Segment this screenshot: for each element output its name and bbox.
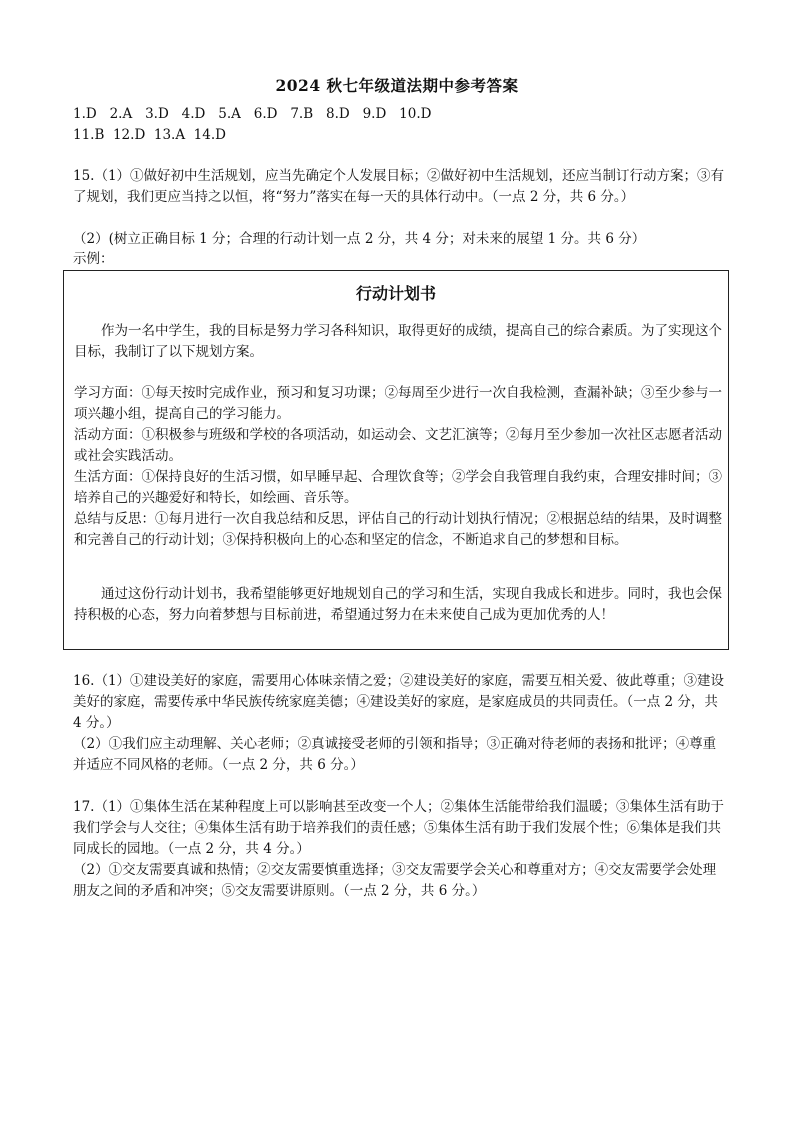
q16-part2-answer: （2）①我们应主动理解、关心老师；②真诚接受老师的引领和指导；③正确对待老师的表扬和批评；④尊重并适应不同风格的老师。（一点 2 分，共 6 分。） xyxy=(73,736,717,773)
action-plan-summary: 总结与反思：①每月进行一次自我总结和反思，评估自己的行动计划执行情况；②根据总结的结果，及时调整和完善自己的行动计划；③保持积极向上的心态和坚定的信念，不断追求自己的梦想和目标。 xyxy=(74,511,722,548)
action-plan-study: 学习方面：①每天按时完成作业，预习和复习功课；②每周至少进行一次自我检测，查漏补缺；③至少参与一项兴趣小组，提高自己的学习能力。 xyxy=(74,385,722,422)
action-plan-box xyxy=(63,270,729,650)
document-title: 2024 秋七年级道法期中参考答案 xyxy=(275,76,519,95)
action-plan-closing: 通过这份行动计划书，我希望能够更好地规划自己的学习和生活，实现自我成长和进步。同时，我也会保持积极的心态，努力向着梦想与目标前进，希望通过努力在未来使自己成为更加优秀的人！ xyxy=(74,586,722,623)
action-plan-title: 行动计划书 xyxy=(355,284,436,303)
action-plan-intro: 作为一名中学生，我的目标是努力学习各科知识，取得更好的成绩，提高自己的综合素质。为了实现这个目标，我制订了以下规划方案。 xyxy=(74,323,722,360)
q17-part1-answer: 17.（1）①集体生活在某种程度上可以影响甚至改变一个人；②集体生活能带给我们温暖；③集体生活有助于我们学会与人交往；④集体生活有助于培养我们的责任感；⑤集体生活有助于我们发展个性；⑥集体是我们共同成长的园地。（一点 2 分，共 4 分。） xyxy=(73,799,725,857)
q17-part2-answer: （2）①交友需要真诚和热情；②交友需要慎重选择；③交友需要学会关心和尊重对方；④交友需要学会处理朋友之间的矛盾和冲突；⑤交友需要讲原则。（一点 2 分，共 6 分。） xyxy=(73,862,717,899)
choice-answers-row-1: 1.D 2.A 3.D 4.D 5.A 6.D 7.B 8.D 9.D 10.D xyxy=(73,106,432,122)
q15-part1-answer: 15.（1）①做好初中生活规划，应当先确定个人发展目标；②做好初中生活规划，还应当制订行动方案；③有了规划，我们更应当持之以恒，将“努力”落实在每一天的具体行动中。（一点 2 分，共 6 分。） xyxy=(73,168,725,205)
q15-example-label: 示例： xyxy=(73,251,114,267)
action-plan-life: 生活方面：①保持良好的生活习惯，如早睡早起、合理饮食等；②学会自我管理自我约束，合理安排时间；③培养自己的兴趣爱好和特长，如绘画、音乐等。 xyxy=(74,469,722,506)
action-plan-activity: 活动方面：①积极参与班级和学校的各项活动，如运动会、文艺汇演等；②每月至少参加一次社区志愿者活动或社会实践活动。 xyxy=(74,427,722,464)
q15-part2-scoring: （2）(树立正确目标 1 分；合理的行动计划一点 2 分，共 4 分；对未来的展望 1 分。共 6 分） xyxy=(73,231,646,247)
choice-answers-row-2: 11.B 12.D 13.A 14.D xyxy=(73,127,226,143)
q16-part1-answer: 16.（1）①建设美好的家庭，需要用心体味亲情之爱；②建设美好的家庭，需要互相关爱、彼此尊重；③建设美好的家庭，需要传承中华民族传统家庭美德；④建设美好的家庭，是家庭成员的共同责任。（一点 2 分，共 4 分。） xyxy=(73,673,725,731)
